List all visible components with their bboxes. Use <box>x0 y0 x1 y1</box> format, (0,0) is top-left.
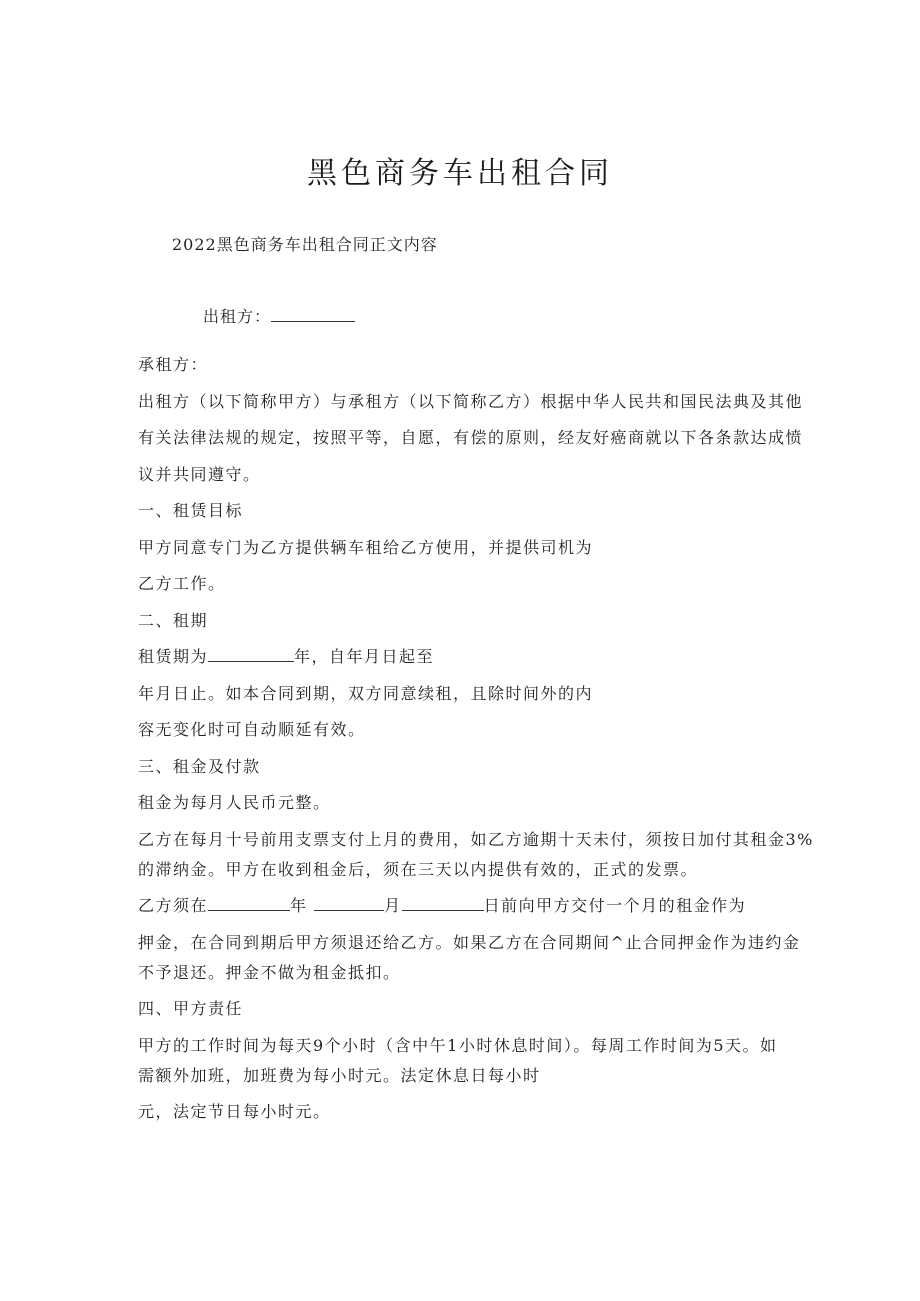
lessor-line <box>203 304 355 327</box>
body-paragraph-line: 年月日止。如本合同到期，双方同意续租，且除时间外的内 <box>138 683 594 703</box>
body-paragraph-line: 有关法律法规的规定，按照平等，自愿，有偿的原则，经友好癌商就以下各条款达成愤 <box>138 428 804 447</box>
body-paragraph-line: 不予退还。押金不做为租金抵扣。 <box>138 962 401 982</box>
deposit-year-label: 年 <box>290 896 308 915</box>
body-paragraph-line: 押金，在合同到期后甲方须退还给乙方。如果乙方在合同期间^止合同押金作为违约金 <box>138 932 801 952</box>
deposit-month-label: 月 <box>384 896 402 915</box>
body-paragraph-line: 乙方在每月十号前用支票支付上月的费用，如乙方逾期十天未付，须按日加付其租金3% <box>138 829 814 849</box>
body-paragraph-line: 议并共同遵守。 <box>138 464 261 484</box>
document-subtitle: 2022黑色商务车出租合同正文内容 <box>172 235 438 254</box>
deposit-suffix: 日前向甲方交付一个月的租金作为 <box>483 896 747 915</box>
body-paragraph-line: 乙方工作。 <box>138 574 226 593</box>
deposit-prefix: 乙方须在 <box>138 896 209 915</box>
document-title: 黑色商务车出租合同 <box>307 156 613 191</box>
body-paragraph-line: 需额外加班，加班费为每小时元。法定休息日每小时 <box>138 1065 541 1085</box>
term-prefix: 租赁期为 <box>138 647 209 666</box>
body-paragraph-line: 租金为每月人民币元整。 <box>138 793 331 812</box>
lessor-blank <box>271 307 355 322</box>
section-heading-4: 四、甲方责任 <box>138 999 244 1018</box>
body-paragraph-line: 容无变化时可自动顺延有效。 <box>138 720 366 739</box>
section-heading-2: 二、租期 <box>138 610 209 630</box>
section-heading-1: 一、租赁目标 <box>138 501 244 520</box>
section-heading-3: 三、租金及付款 <box>138 756 261 776</box>
deposit-year-blank <box>208 896 290 911</box>
deposit-line <box>138 896 788 933</box>
deposit-day-blank <box>402 896 484 911</box>
term-blank <box>208 647 294 662</box>
body-paragraph-line: 的滞纳金。甲方在收到租金后，须在三天以内提供有效的，正式的发票。 <box>138 859 699 879</box>
term-line <box>138 647 788 684</box>
body-paragraph-line: 甲方的工作时间为每天9个小时（含中午1小时休息时间）。每周工作时间为5天。如 <box>138 1035 778 1055</box>
body-paragraph-line: 甲方同意专门为乙方提供辆车租给乙方使用，并提供司机为 <box>138 537 594 557</box>
deposit-month-blank <box>314 896 384 911</box>
body-paragraph-line: 出租方（以下简称甲方）与承租方（以下简称乙方）根据中华人民共和国民法典及其他 <box>138 391 804 411</box>
contract-body <box>138 355 814 1139</box>
body-paragraph-line: 元，法定节日每小时元。 <box>138 1102 331 1121</box>
term-suffix: 年，自年月日起至 <box>294 647 435 666</box>
lessee-label: 承租方： <box>138 355 209 374</box>
lessor-label: 出租方： <box>203 307 272 326</box>
